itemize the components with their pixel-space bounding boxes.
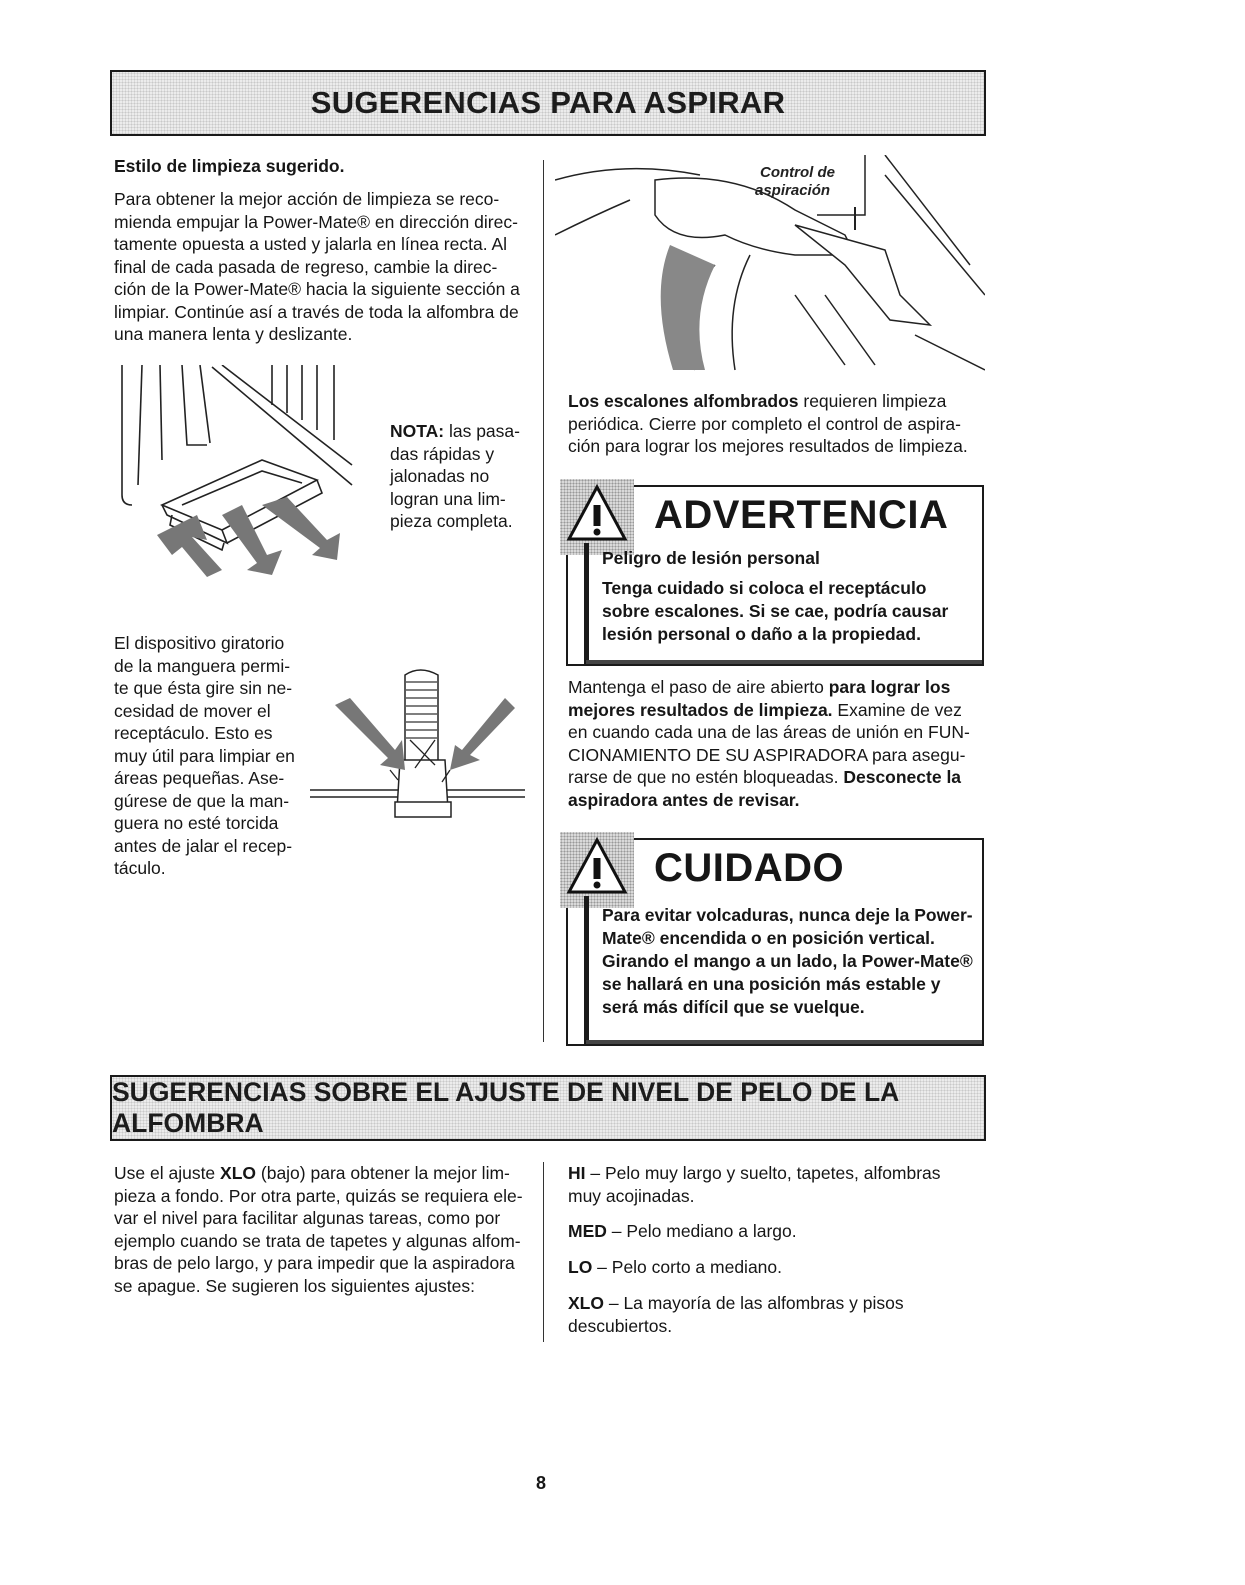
control-label-2: aspiración bbox=[755, 182, 831, 199]
caution-text: Para evitar volcaduras, nunca deje la Power- Mate® encendida o en posición vertical. Girando el mango a un lado, la Power-Mate® se hallará en una posición más estable y será más difícil que se vuelque. bbox=[602, 905, 973, 1017]
control-label-1: Control de bbox=[760, 164, 835, 181]
caution-title: CUIDADO bbox=[654, 846, 845, 890]
stairs-paragraph: Los escalones alfombrados requieren limpieza periódica. Cierre por completo el control de aspira- ción para lograr los mejores resultados de limpieza. bbox=[568, 391, 968, 456]
page-number: 8 bbox=[536, 1473, 547, 1493]
warning-text: Tenga cuidado si coloca el receptáculo sobre escalones. Si se cae, podría causar lesión personal o daño a la propiedad. bbox=[602, 578, 949, 644]
stair-cleaning-illustration bbox=[555, 155, 985, 375]
section-banner-alfombra bbox=[110, 1075, 986, 1141]
setting-hi: HI – Pelo muy largo y suelto, tapetes, alfombras muy acojinadas. bbox=[568, 1163, 941, 1206]
caution-triangle-icon bbox=[566, 836, 628, 898]
column-divider-bottom bbox=[543, 1162, 544, 1342]
pile-adjust-paragraph: Use el ajuste XLO (bajo) para obtener la mejor lim- pieza a fondo. Por otra parte, quizás se requiera ele- var el nivel para facilitar algunas tareas, como por ejemplo cuando se trata de tapetes y algunas alfom- bras de pelo largo, y para impedir que la aspiradora se apague. Se sugieren los siguientes ajustes: bbox=[114, 1163, 523, 1296]
caution-box bbox=[566, 838, 984, 1046]
warning-subtitle: Peligro de lesión personal bbox=[602, 548, 820, 568]
intro-paragraph: Para obtener la mejor acción de limpieza se reco- mienda empujar la Power-Mate® en dirección direc- tamente opuesta a usted y jalarla en línea recta. Al final de cada pasada de regreso, cambie la direc- ción de la Power-Mate® hacia la siguiente sección a limpiar. Continúe así a través de toda la alfombra de una manera lenta y deslizante. bbox=[114, 189, 520, 344]
column-divider-top bbox=[543, 160, 544, 1042]
hose-swivel-illustration bbox=[310, 660, 530, 830]
nota: NOTA: las pasa- das rápidas y jalonadas no logran una lim- pieza completa. bbox=[390, 421, 520, 531]
warning-box bbox=[566, 485, 984, 666]
setting-xlo: XLO – La mayoría de las alfombras y pisos descubiertos. bbox=[568, 1293, 904, 1336]
swivel-paragraph: El dispositivo giratorio de la manguera permi- te que ésta gire sin ne- cesidad de mover el receptáculo. Esto es muy útil para limpiar en áreas pequeñas. Ase- gúrese de que la man- guera no esté torcida antes de jalar el recep- táculo. bbox=[114, 633, 295, 878]
section-banner-aspirar bbox=[110, 70, 986, 136]
power-mate-illustration bbox=[112, 365, 372, 585]
warning-title: ADVERTENCIA bbox=[654, 493, 949, 537]
warning-triangle-icon bbox=[566, 483, 628, 545]
section-title: SUGERENCIAS PARA ASPIRAR bbox=[310, 85, 786, 120]
setting-lo: LO – Pelo corto a mediano. bbox=[568, 1257, 783, 1277]
subheading: Estilo de limpieza sugerido. bbox=[114, 156, 345, 176]
setting-med: MED – Pelo mediano a largo. bbox=[568, 1221, 797, 1241]
section-title-2: SUGERENCIAS SOBRE EL AJUSTE DE NIVEL DE PELO DE LA ALFOMBRA bbox=[112, 1077, 899, 1138]
airflow-paragraph: Mantenga el paso de aire abierto para lograr los mejores resultados de limpieza. Examine de vez en cuando cada una de las áreas de unión en FUN- CIONAMIENTO DE SU ASPIRADORA para asegu- rarse de que no estén bloqueadas. Desconecte la aspiradora antes de revisar. bbox=[568, 677, 970, 810]
